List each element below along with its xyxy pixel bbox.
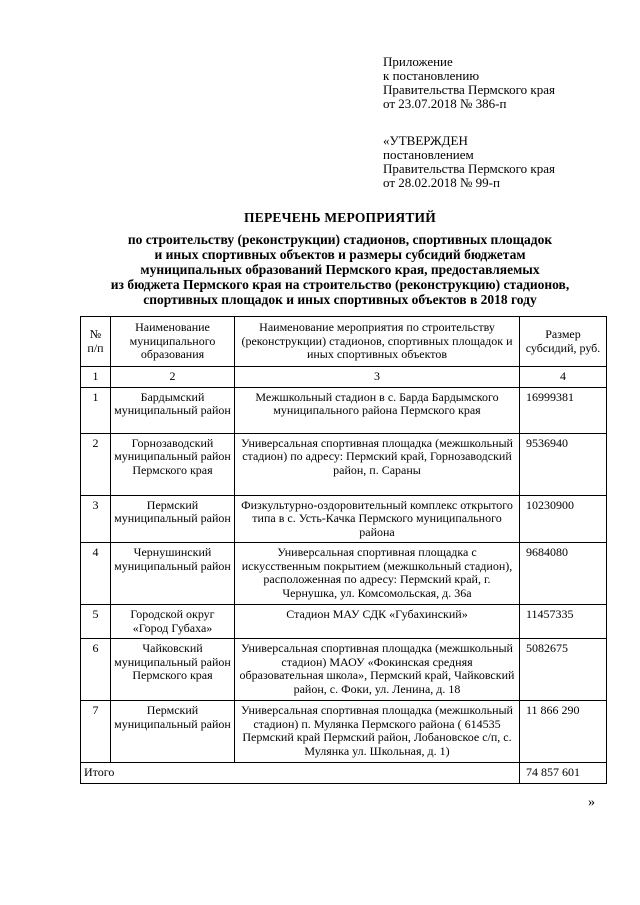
total-amount: 74 857 601 [520,763,607,784]
approved-line: «УТВЕРЖДЕН [383,133,468,148]
approved-line: постановлением [383,147,474,162]
row-municipality: Пермский муниципальный район [111,701,235,763]
total-row [81,763,607,784]
title-sub-line: из бюджета Пермского края на строительство (реконструкцию) стадионов, [110,277,570,292]
title-sub-line: спортивных площадок и иных спортивных объектов в 2018 году [143,292,537,307]
row-amount: 5082675 [520,639,607,701]
table-row [81,387,607,433]
header-num: № п/п [81,317,111,367]
row-event: Универсальная спортивная площадка с искусственным покрытием (межшкольный стадион), расположенная по адресу: Пермский край, г. Чернушка, ул. Комсомольская, д. 36а [235,543,520,605]
row-event: Универсальная спортивная площадка (межшкольный стадион) по адресу: Пермский край, Горнозаводский район, п. Сараны [235,433,520,495]
row-amount: 9536940 [520,433,607,495]
column-number: 2 [111,367,235,388]
row-num: 1 [81,387,111,433]
title-sub-line: по строительству (реконструкции) стадионов, спортивных площадок [127,232,553,247]
column-number-row [81,367,607,388]
title-main: ПЕРЕЧЕНЬ МЕРОПРИЯТИЙ [244,210,436,225]
row-municipality: Пермский муниципальный район [111,495,235,543]
approved-block [383,134,628,190]
annex-block [383,55,628,111]
header-municipality: Наименование муниципального образования [111,317,235,367]
row-amount: 11457335 [520,605,607,639]
table-row [81,433,607,495]
table-row [81,701,607,763]
row-event: Универсальная спортивная площадка (межшкольный стадион) МАОУ «Фокинская средняя образовательная школа», Пермский край, Чайковский район, с. Фоки, ул. Ленина, д. 18 [235,639,520,701]
row-amount: 9684080 [520,543,607,605]
row-event: Физкультурно-оздоровительный комплекс открытого типа в с. Усть-Качка Пермского муниципального района [235,495,520,543]
table-row [81,639,607,701]
column-number: 3 [235,367,520,388]
row-num: 7 [81,701,111,763]
row-event: Стадион МАУ СДК «Губахинский» [235,605,520,639]
title-sub-line: муниципальных образований Пермского края, предоставляемых [140,262,540,277]
approved-line: Правительства Пермского края [383,161,555,176]
row-event: Универсальная спортивная площадка (межшкольный стадион) п. Мулянка Пермского района ( 614535 Пермский край Пермский район, Лобановское с/п, с. Мулянка ул. Школьная, д. 1) [235,701,520,763]
row-num: 3 [81,495,111,543]
row-amount: 11 866 290 [520,701,607,763]
table-row [81,543,607,605]
row-num: 5 [81,605,111,639]
annex-line: к постановлению [383,68,480,83]
annex-line: от 23.07.2018 № 386-п [383,96,507,111]
header-event: Наименование мероприятия по строительству (реконструкции) стадионов, спортивных площадок и иных спортивных объектов [235,317,520,367]
events-table [80,316,607,784]
closing-quote: » [588,795,595,810]
column-number: 4 [520,367,607,388]
approved-line: от 28.02.2018 № 99-п [383,175,500,190]
row-amount: 16999381 [520,387,607,433]
row-num: 6 [81,639,111,701]
title-sub-line: и иных спортивных объектов и размеры субсидий бюджетам [154,247,526,262]
row-event: Межшкольный стадион в с. Барда Бардымского муниципального района Пермского края [235,387,520,433]
row-municipality: Чайковский муниципальный район Пермского края [111,639,235,701]
header-amount: Размер субсидий, руб. [520,317,607,367]
table-header-row [81,317,607,367]
table-row [81,495,607,543]
row-num: 2 [81,433,111,495]
row-municipality: Чернушинский муниципальный район [111,543,235,605]
row-municipality: Горнозаводский муниципальный район Пермского края [111,433,235,495]
row-municipality: Бардымский муниципальный район [111,387,235,433]
table-row [81,605,607,639]
row-amount: 10230900 [520,495,607,543]
total-label: Итого [81,763,520,784]
document-title [60,210,620,307]
annex-line: Правительства Пермского края [383,82,555,97]
row-municipality: Городской округ «Город Губаха» [111,605,235,639]
annex-line: Приложение [383,54,453,69]
row-num: 4 [81,543,111,605]
column-number: 1 [81,367,111,388]
